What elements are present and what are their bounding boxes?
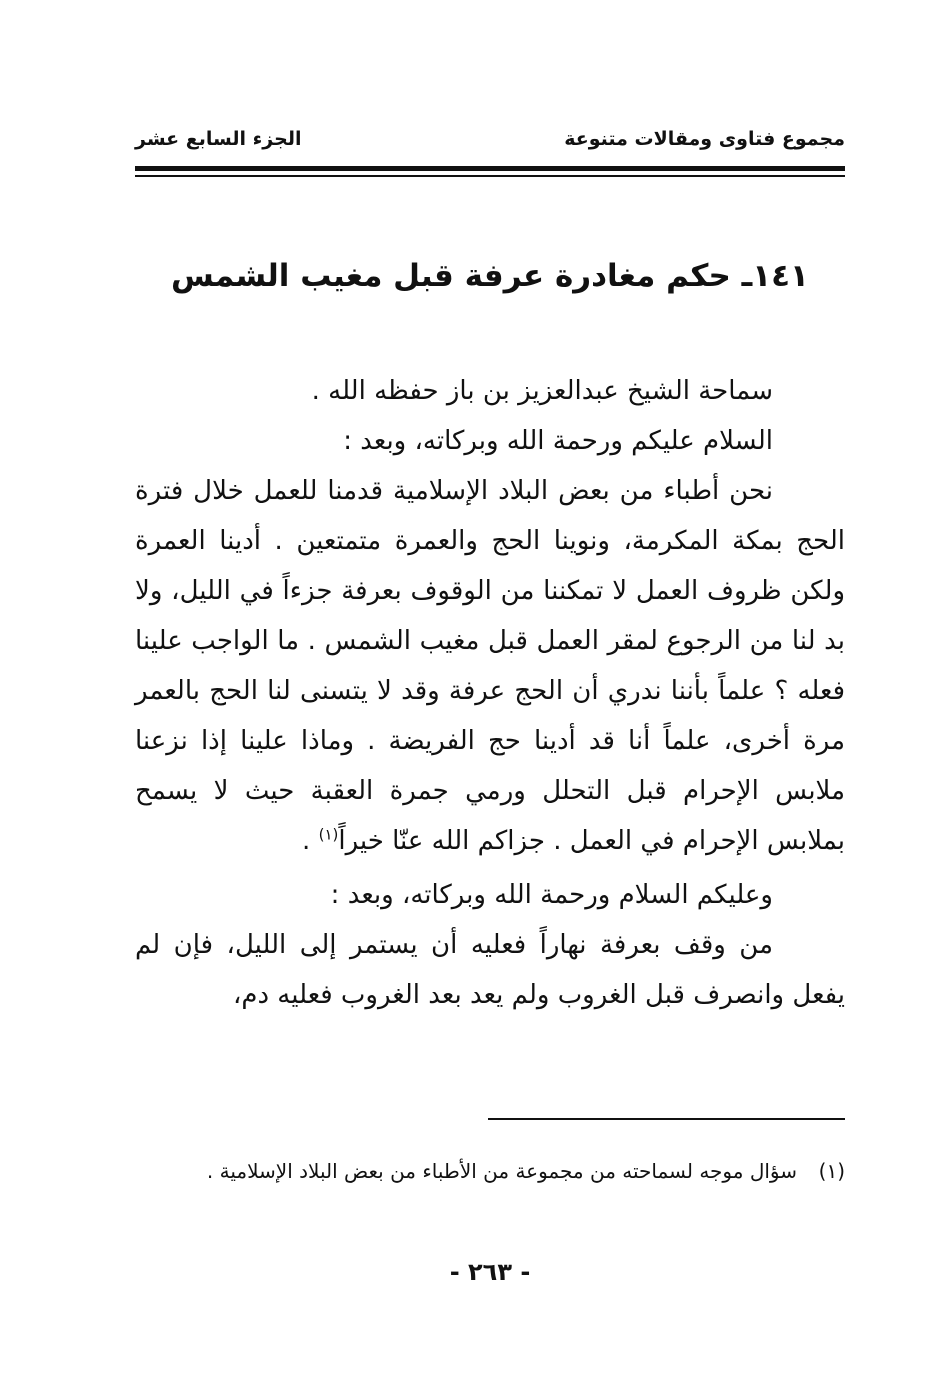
question-greeting: السلام عليكم ورحمة الله وبركاته، وبعد : bbox=[343, 426, 773, 456]
question-body bbox=[135, 466, 845, 866]
chapter-title: ١٤١ـ حكم مغادرة عرفة قبل مغيب الشمس bbox=[171, 258, 809, 294]
answer-body: من وقف بعرفة نهاراً فعليه أن يستمر إلى الليل، فإن لم يفعل وانصرف قبل الغروب ولم يعد بعد الغروب فعليه دم، bbox=[135, 930, 845, 1010]
volume-label: الجزء السابع عشر bbox=[135, 128, 302, 150]
page-number: - ٢٦٣ - bbox=[449, 1258, 531, 1286]
footnote-text: سؤال موجه لسماحته من مجموعة من الأطباء من بعض البلاد الإسلامية . bbox=[206, 1159, 797, 1183]
body-text bbox=[135, 366, 845, 1020]
footnote-reference: (١) bbox=[318, 825, 339, 844]
footnote-marker: (١) bbox=[818, 1159, 845, 1183]
footnote bbox=[135, 1152, 845, 1190]
book-title: مجموع فتاوى ومقالات متنوعة bbox=[564, 128, 845, 150]
header-rule-thick bbox=[135, 166, 845, 171]
question-addressee: سماحة الشيخ عبدالعزيز بن باز حفظه الله . bbox=[311, 376, 773, 406]
answer-greeting: وعليكم السلام ورحمة الله وبركاته، وبعد : bbox=[330, 880, 773, 910]
question-body-text: نحن أطباء من بعض البلاد الإسلامية قدمنا للعمل خلال فترة الحج بمكة المكرمة، ونوينا الحج والعمرة متمتعين . أدينا العمرة ولكن ظروف العمل لا تمكننا من الوقوف بعرفة جزءاً في الليل، ولا بد لنا من الرجوع لمقر العمل قبل مغيب الشمس . ما الواجب علينا فعله ؟ علماً بأننا ندري أن الحج عرفة وقد لا يتسنى لنا الحج بالعمر مرة أخرى، علماً أنا قد أدينا حج الفريضة . وماذا علينا إذا نزعنا ملابس الإحرام قبل التحلل ورمي جمرة العقبة حيث لا يسمح بملابس الإحرام في العمل . جزاكم الله عنّا خيراً bbox=[135, 476, 845, 856]
running-header bbox=[135, 128, 845, 158]
footnote-separator bbox=[488, 1118, 845, 1120]
question-end-mark: . bbox=[302, 826, 311, 856]
header-rule-thin bbox=[135, 175, 845, 177]
